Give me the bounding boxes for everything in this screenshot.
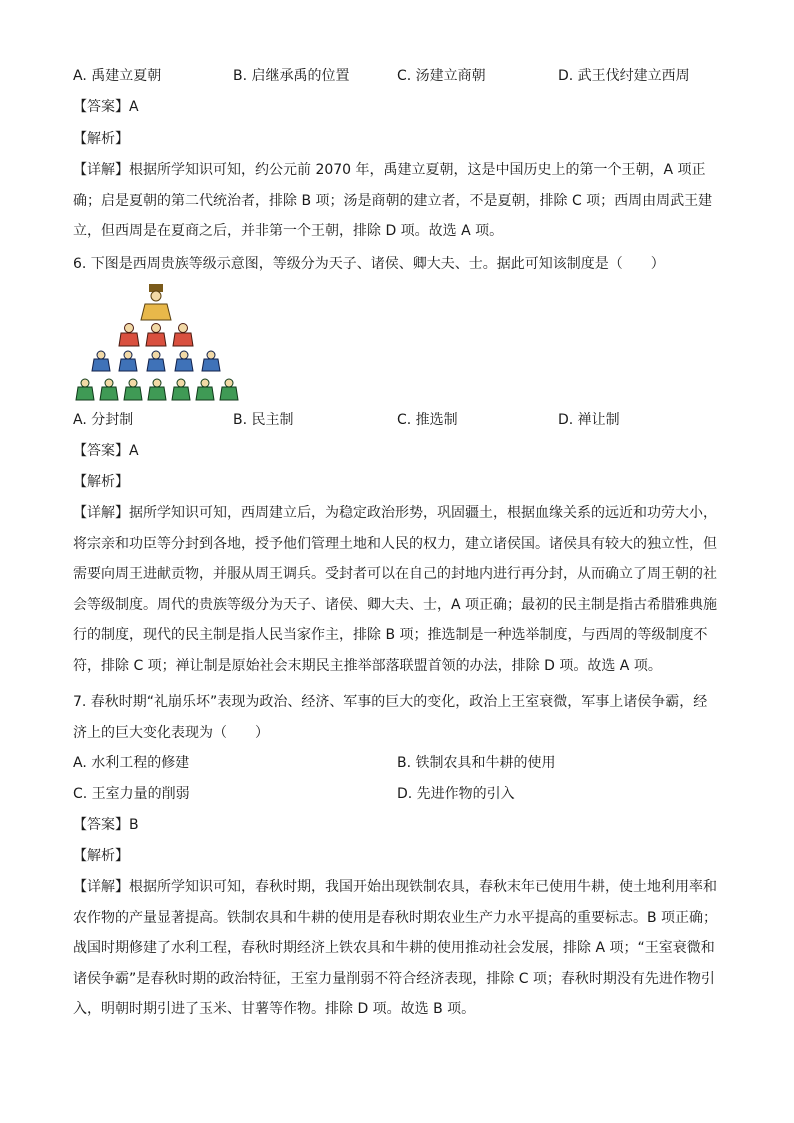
detail-line <box>73 498 723 529</box>
q5-option-c: C. 汤建立商朝 <box>397 68 486 84</box>
detail-line: 符，排除 C 项；禅让制是原始社会末期民主推举部落联盟首领的办法，排除 D 项。故选 A 项。 <box>73 657 662 674</box>
q7-option-c: C. 王室力量的削弱 <box>73 786 190 802</box>
q7-analysis-tag: 【解析】 <box>73 848 129 864</box>
q5-option-d: D. 武王伐纣建立西周 <box>558 68 690 84</box>
q6-option-c: C. 推选制 <box>397 412 458 428</box>
detail-line: 会等级制度。周代的贵族等级分为天子、诸侯、卿大夫、士，A 项正确；最初的民主制是指古希腊雅典施 <box>73 596 718 613</box>
detail-tag: 【详解】 <box>73 879 129 895</box>
q5-analysis-tag: 【解析】 <box>73 131 129 147</box>
answer-tag: 【答案】 <box>73 817 129 833</box>
q6-detail <box>73 498 723 681</box>
q6-option-a: A. 分封制 <box>73 412 134 428</box>
detail-line: 立，但西周是在夏商之后，并非第一个王朝，排除 D 项。故选 A 项。 <box>73 223 504 239</box>
answer-value: A <box>129 99 139 115</box>
detail-line: 入，明朝时期引进了玉米、甘薯等作物。排除 D 项。故选 B 项。 <box>73 1001 476 1017</box>
q7-stem <box>73 687 723 748</box>
q7-option-d: D. 先进作物的引入 <box>397 786 515 802</box>
q6-analysis-tag: 【解析】 <box>73 474 129 490</box>
detail-line: 诸侯争霸”是春秋时期的政治特征，王室力量削弱不符合经济表现，排除 C 项；春秋时期没有先进作物引 <box>73 970 715 987</box>
answer-value: B <box>129 817 139 833</box>
q7-detail <box>73 872 723 1025</box>
detail-text: 根据所学知识可知，约公元前 2070 年，禹建立夏朝，这是中国历史上的第一个王朝，A 项正 <box>129 162 706 178</box>
q6-stem: 6. 下图是西周贵族等级示意图，等级分为天子、诸侯、卿大夫、士。据此可知该制度是（ ） <box>73 256 665 272</box>
detail-text: 据所学知识可知，西周建立后，为稳定政治形势，巩固疆土，根据血缘关系的远近和功劳大小， <box>129 505 717 521</box>
qingdafu-figures <box>92 351 220 371</box>
detail-line: 农作物的产量显著提高。铁制农具和牛耕的使用是春秋时期农业生产力水平提高的重要标志。B 项正确； <box>73 909 718 926</box>
q7-answer <box>73 815 139 835</box>
detail-line: 确；启是夏朝的第二代统治者，排除 B 项；汤是商朝的建立者，不是夏朝，排除 C 项；西周由周武王建 <box>73 192 713 209</box>
q5-option-a: A. 禹建立夏朝 <box>73 68 162 84</box>
q6-answer <box>73 441 139 461</box>
detail-line: 行的制度，现代的民主制是指人民当家作主，排除 B 项；推选制是一种选举制度，与西周的等级制度不 <box>73 627 708 643</box>
q5-option-b: B. 启继承禹的位置 <box>233 68 350 84</box>
stem-line: 7. 春秋时期“礼崩乐坏”表现为政治、经济、军事的巨大的变化，政治上王室衰微，军事上诸侯争霸，经 <box>73 694 708 710</box>
q6-option-b: B. 民主制 <box>233 412 294 428</box>
q7-option-b: B. 铁制农具和牛耕的使用 <box>397 755 556 771</box>
q6-option-d: D. 禅让制 <box>558 412 620 428</box>
detail-line <box>73 155 723 186</box>
tianzi-figure <box>141 284 171 320</box>
detail-tag: 【详解】 <box>73 162 129 178</box>
detail-tag: 【详解】 <box>73 505 129 521</box>
zhuhou-figures <box>119 324 193 347</box>
hierarchy-pyramid-image <box>73 282 243 404</box>
answer-tag: 【答案】 <box>73 99 129 115</box>
detail-line: 战国时期修建了水利工程，春秋时期经济上铁农具和牛耕的使用推动社会发展，排除 A 项；“王室衰微和 <box>73 940 715 956</box>
detail-line: 需要向周王进献贡物，并服从周王调兵。受封者可以在自己的封地内进行再分封，从而确立了周王朝的社 <box>73 566 717 582</box>
detail-line: 将宗亲和功臣等分封到各地，授予他们管理土地和人民的权力，建立诸侯国。诸侯具有较大的独立性，但 <box>73 535 717 552</box>
detail-text: 根据所学知识可知，春秋时期，我国开始出现铁制农具，春秋末年已使用牛耕，使土地利用率和 <box>129 879 717 895</box>
q5-detail <box>73 155 723 247</box>
answer-value: A <box>129 443 139 459</box>
answer-tag: 【答案】 <box>73 443 129 459</box>
shi-figures <box>76 379 238 400</box>
detail-line <box>73 872 723 903</box>
stem-line: 济上的巨大变化表现为（ ） <box>73 724 269 741</box>
q7-option-a: A. 水利工程的修建 <box>73 755 190 771</box>
q5-answer <box>73 97 139 117</box>
